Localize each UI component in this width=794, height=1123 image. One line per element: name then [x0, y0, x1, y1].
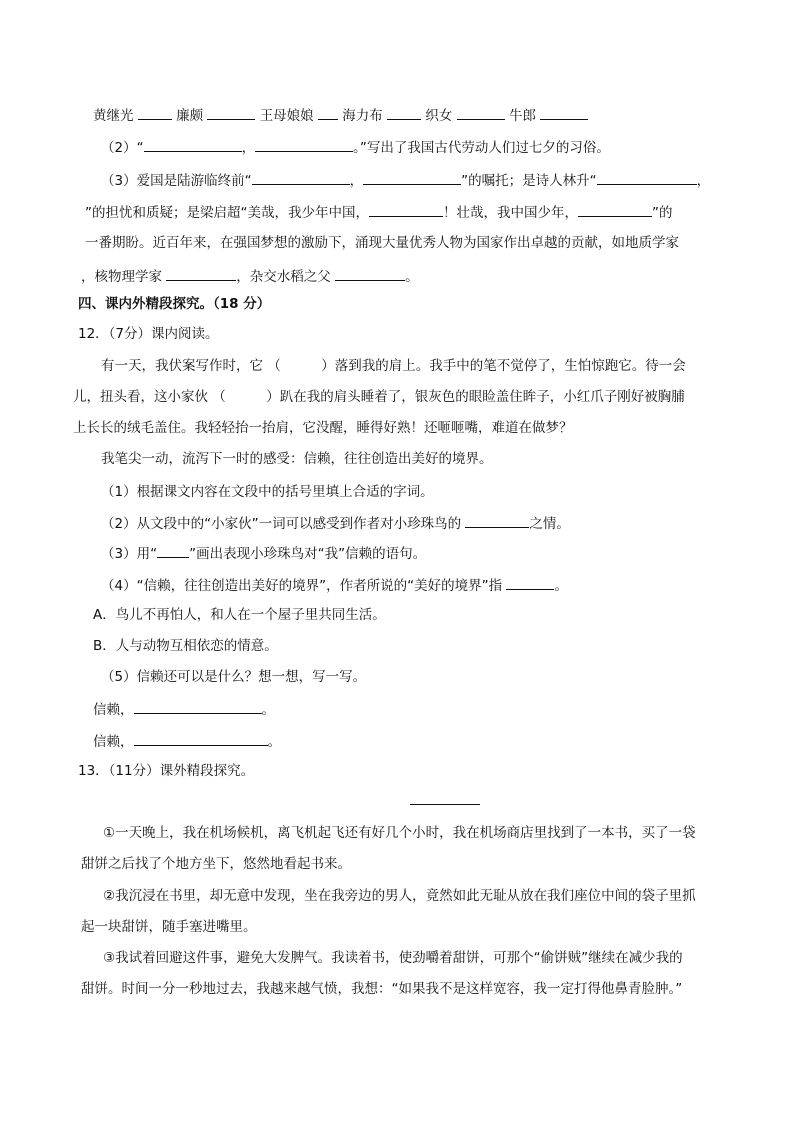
option-a: A．鸟儿不再怕人，和人在一个屋子里共同生活。	[93, 607, 386, 623]
blank[interactable]	[457, 105, 505, 120]
option-b: B．人与动物互相依恋的情意。	[93, 638, 278, 654]
blank[interactable]	[255, 137, 353, 152]
section-heading: 四、课内外精段探究。（18 分）	[78, 296, 271, 312]
q11-2-line: （2）“ ， 。”写出了我国古代劳动人们过七夕的习俗。	[101, 137, 610, 157]
blank[interactable]	[134, 699, 262, 714]
sub-question: （1）根据课文内容在文段中的括号里填上合适的字词。	[101, 484, 434, 500]
blank[interactable]	[597, 170, 697, 185]
question-13-heading: 13．（11分）课外精段探究。	[78, 763, 255, 779]
passage-line: ③我试着回避这件事，避免大发脾气。我读着书，使劲嚼着甜饼，可那个“偷饼贼”继续在减少我的	[103, 950, 683, 966]
passage-line: 起一块甜饼，随手塞进嘴里。	[81, 919, 257, 935]
blank[interactable]	[578, 202, 652, 217]
sub-question: （3）用“ ”画出表现小珍珠鸟对“我”信赖的语句。	[101, 543, 426, 563]
blank[interactable]	[506, 575, 554, 590]
answer-line: 信赖， 。	[93, 731, 281, 751]
blank[interactable]	[387, 105, 421, 120]
blank[interactable]	[207, 105, 255, 120]
q11-3-line-3: 一番期盼。近百年来，在强国梦想的激励下，涌现大量优秀人物为国家作出卓越的贡献，如地质学家	[85, 235, 679, 251]
blank[interactable]	[166, 266, 236, 281]
title-blank[interactable]	[410, 804, 480, 805]
passage-line: 甜饼。时间一分一秒地过去，我越来越气愤，我想：“如果我不是这样宽容，我一定打得他鼻青脸肿。”	[81, 981, 683, 997]
passage-line: 有一天，我伏案写作时，它 （ ）落到我的肩上。我手中的笔不觉停了，生怕惊跑它。待一会	[101, 358, 686, 374]
name-blank-line: 黄继光 廉颇 王母娘娘 海力布 织女 牛郎	[93, 105, 588, 125]
blank[interactable]	[138, 105, 172, 120]
passage-line: 我笔尖一动，流泻下一时的感受：信赖，往往创造出美好的境界。	[101, 451, 493, 467]
passage-line: ①一天晚上，我在机场候机，离飞机起飞还有好几个小时，我在机场商店里找到了一本书，买了一袋	[103, 825, 696, 841]
answer-line: 信赖， 。	[93, 699, 275, 719]
q11-3-line-4: ，核物理学家 ，杂交水稻之父 。	[81, 266, 419, 286]
blank[interactable]	[144, 137, 242, 152]
passage-line: 甜饼之后找了个地方坐下，悠然地看起书来。	[81, 856, 351, 872]
blank[interactable]	[134, 731, 268, 746]
q11-3-line-2: ”的担忧和质疑；是梁启超“美哉，我少年中国， ！壮哉，我中国少年， ”的	[85, 202, 673, 222]
blank[interactable]	[318, 105, 338, 120]
blank[interactable]	[157, 543, 189, 558]
blank[interactable]	[540, 105, 588, 120]
passage-line: 上长长的绒毛盖住。我轻轻抬一抬肩，它没醒，睡得好熟！还咂咂嘴，难道在做梦？	[73, 420, 573, 436]
sub-question: （4）“信赖，往往创造出美好的境界”，作者所说的“美好的境界”指 。	[101, 575, 568, 595]
q11-3-line: （3）爱国是陆游临终前“ ， ”的嘱托；是诗人林升“ ，	[101, 170, 710, 190]
blank[interactable]	[363, 170, 461, 185]
passage-line: 儿，扭头看，这小家伙 （ ）趴在我的肩头睡着了，银灰色的眼睑盖住眸子，小红爪子刚好被胸脯	[73, 389, 685, 405]
blank[interactable]	[369, 202, 443, 217]
sub-question: （2）从文段中的“小家伙”一词可以感受到作者对小珍珠鸟的 之情。	[101, 513, 570, 533]
blank[interactable]	[252, 170, 350, 185]
question-12-heading: 12．（7分）课内阅读。	[78, 326, 219, 342]
blank[interactable]	[465, 513, 529, 528]
sub-question: （5）信赖还可以是什么？想一想，写一写。	[101, 669, 367, 685]
passage-line: ②我沉浸在书里，却无意中发现，坐在我旁边的男人，竟然如此无耻从放在我们座位中间的袋子里抓	[103, 888, 696, 904]
blank[interactable]	[335, 266, 405, 281]
